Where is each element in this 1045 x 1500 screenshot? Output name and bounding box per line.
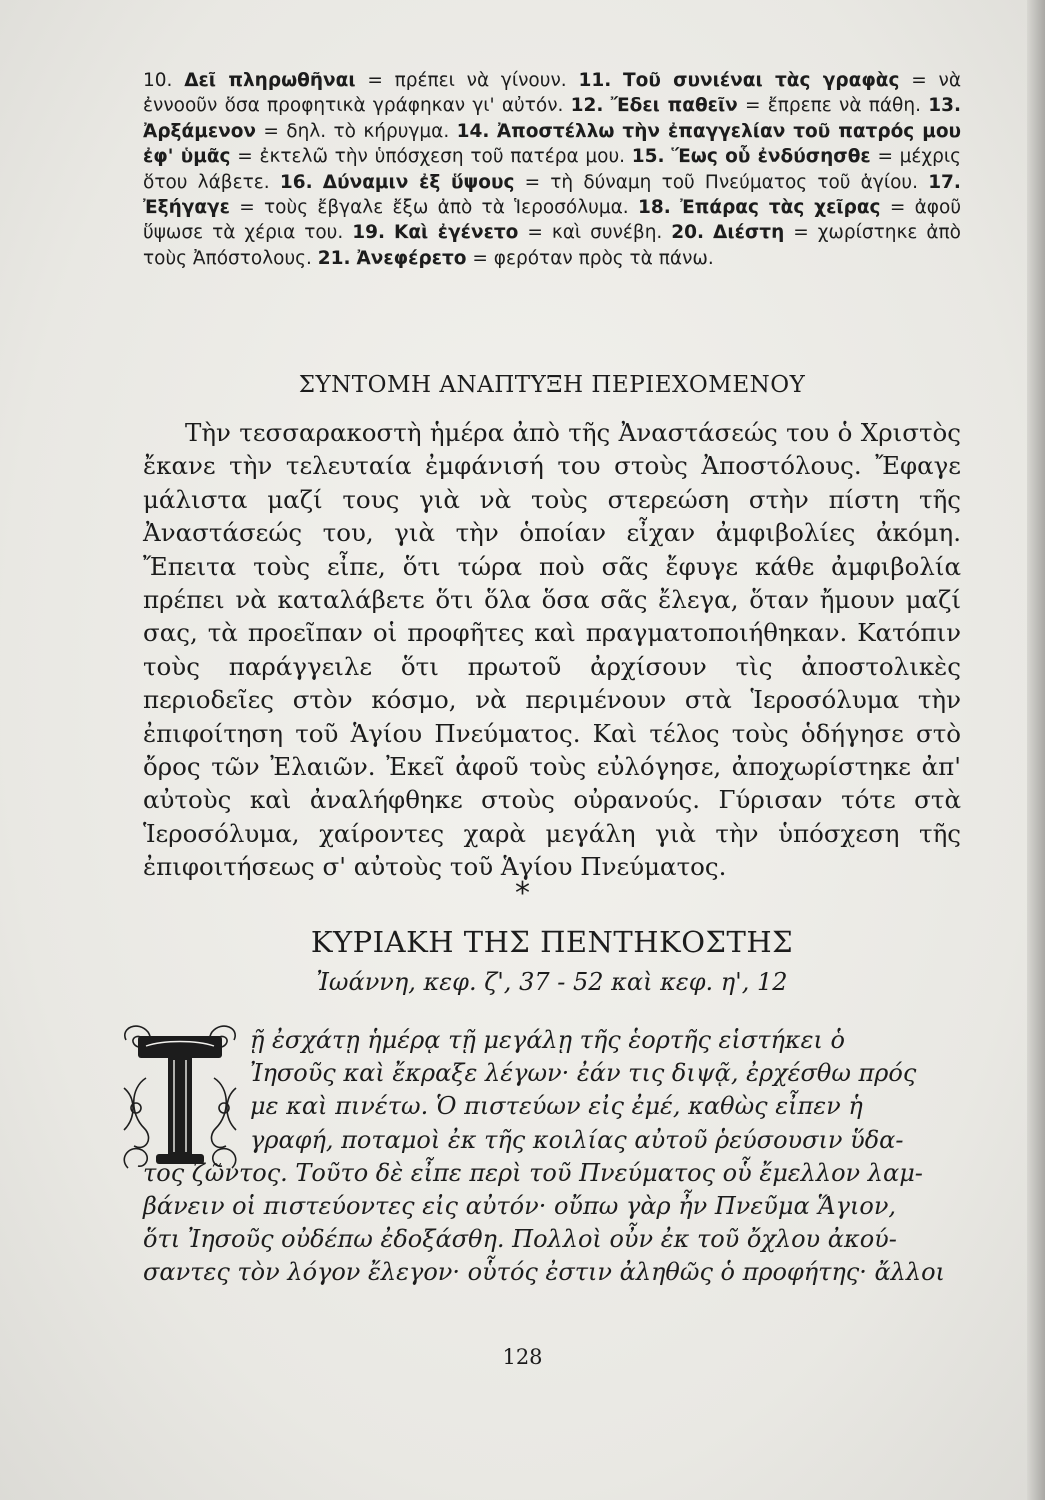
glossary-notes (143, 68, 961, 271)
summary-section (143, 416, 961, 884)
note-19-definition: = καὶ συνέβη. (527, 222, 663, 244)
note-21-term: Ἀνεφέρετο (356, 247, 467, 269)
note-19-number: 19. (352, 222, 386, 244)
gospel-line: ὅτι Ἰησοῦς οὐδέπω ἐδοξάσθη. Πολλοὶ οὖν ἐκ τοῦ ὄχλου ἀκού- (143, 1225, 897, 1254)
note-10-definition: = πρέπει νὰ γίνουν. (367, 70, 567, 91)
summary-paragraph: Τὴν τεσσαρακοστὴ ἡμέρα ἀπὸ τῆς Ἀναστάσεώς του ὁ Χριστὸς ἔκανε τὴν τελευταία ἐμφάνισή του στοὺς Ἀποστόλους. Ἔφαγε μάλιστα μαζί τους γιὰ νὰ τοὺς στερεώση στὴν πίστη τῆς Ἀναστάσεώς του, γιὰ τὴν ὁποίαν εἶχαν ἀμφιβολίες ἀκόμη. Ἔπειτα τοὺς εἶπε, ὅτι τώρα ποὺ σᾶς ἔφυγε κάθε ἀμφιβολία πρέπει νὰ καταλάβετε ὅτι ὅλα ὅσα σᾶς ἔλεγα, ὅταν ἤμουν μαζί σας, τὰ προεῖπαν οἱ προφῆτες καὶ πραγματοποιήθηκαν. Κατόπιν τοὺς παράγγειλε ὅτι πρωτοῦ ἀρχίσουν τὶς ἀποστολικὲς περιοδεῖες στὸν κόσμο, νὰ περιμένουν στὰ Ἱεροσόλυμα τὴν ἐπιφοίτηση τοῦ Ἁγίου Πνεύματος. Καὶ τέλος τοὺς ὁδήγησε στὸ ὄρος τῶν Ἐλαιῶν. Ἐκεῖ ἀφοῦ τοὺς εὐλόγησε, ἀποχωρίστηκε ἀπ' αὐτοὺς καὶ ἀναλήφθηκε στοὺς οὐρανούς. Γύρισαν τότε στὰ Ἱεροσόλυμα, χαίροντες χαρὰ μεγάλη γιὰ τὴν ὑπόσχεση τῆς ἐπιφοιτήσεως σ' αὐτοὺς τοῦ Ἁγίου Πνεύματος. (143, 418, 961, 882)
note-20-term: Διέστη (713, 222, 785, 244)
section-title: ΚΥΡΙΑΚΗ ΤΗΣ ΠΕΝΤΗΚΟΣΤΗΣ (310, 925, 794, 959)
note-13-definition: = δηλ. τὸ κήρυγμα. (263, 120, 450, 142)
gospel-line: γραφή, ποταμοὶ ἐκ τῆς κοιλίας αὐτοῦ ῥεύσουσιν ὕδα- (250, 1125, 904, 1154)
note-16-term: Δύναμιν ἐξ ὕψους (322, 171, 515, 193)
note-11-number: 11. (578, 70, 612, 91)
section-separator: * (515, 876, 530, 911)
page-number: 128 (502, 1345, 543, 1369)
gospel-line: βάνειν οἱ πιστεύοντες εἰς αὐτόν· οὔπω γὰρ ἦν Πνεῦμα Ἅγιον, (143, 1192, 897, 1221)
note-15-term: Ἕως οὗ ἐνδύσησθε (671, 146, 871, 168)
note-20-definition: = χωρίστηκε ἀπὸ τοὺς Ἀπόστολους. (143, 222, 961, 269)
note-12-number: 12. (570, 95, 604, 117)
gospel-line: σαντες τὸν λόγον ἔλεγον· οὗτός ἐστιν ἀληθῶς ὁ προφήτης· ἄλλοι (143, 1258, 945, 1287)
gospel-line: ῇ ἐσχάτῃ ἡμέρᾳ τῇ μεγάλῃ τῆς ἑορτῆς εἱστήκει ὁ (250, 1026, 845, 1054)
note-15-definition: = μέχρις ὅτου λάβετε. (143, 146, 961, 193)
note-14-number: 14. (456, 120, 490, 142)
note-17-definition: = τοὺς ἔβγαλε ἔξω ἀπὸ τὰ Ἱεροσόλυμα. (239, 197, 629, 219)
note-18-number: 18. (638, 197, 671, 219)
page-edge-shadow (1027, 0, 1045, 1500)
note-15-number: 15. (631, 146, 665, 168)
note-19-term: Καὶ ἐγένετο (394, 222, 519, 244)
note-10-term: Δεῖ πληρωθῆναι (184, 70, 356, 91)
note-14-definition: = ἐκτελῶ τὴν ὑπόσχεση τοῦ πατέρα μου. (237, 146, 626, 168)
note-16-number: 16. (279, 171, 313, 193)
note-20-number: 20. (671, 222, 705, 244)
note-12-term: Ἔδει παθεῖν (610, 95, 738, 117)
gospel-line: τος ζῶντος. Τοῦτο δὲ εἶπε περὶ τοῦ Πνεύματος οὗ ἔμελλον λαμ- (143, 1158, 923, 1187)
note-21-number: 21. (317, 247, 351, 269)
note-17-number: 17. (928, 171, 961, 193)
note-10-number: 10. (143, 70, 173, 91)
note-11-term: Τοῦ συνιέναι τὰς γραφὰς (623, 70, 900, 91)
gospel-line: Ἰησοῦς καὶ ἔκραξε λέγων· ἐάν τις διψᾷ, ἐρχέσθω πρός (250, 1059, 917, 1088)
note-21-definition: = φερόταν πρὸς τὰ πάνω. (472, 247, 714, 269)
note-13-term: Ἀρξάμενον (143, 120, 257, 142)
scripture-reference: Ἰωάννη, κεφ. ζ', 37 - 52 καὶ κεφ. η', 12 (316, 968, 788, 996)
note-18-definition: = ἀφοῦ ὕψωσε τὰ χέρια του. (143, 197, 962, 244)
note-13-number: 13. (928, 95, 962, 117)
note-17-term: Ἐξήγαγε (143, 197, 230, 219)
note-12-definition: = ἔπρεπε νὰ πάθη. (745, 95, 921, 117)
note-18-term: Ἐπάρας τὰς χεῖρας (680, 197, 881, 219)
summary-heading: ΣΥΝΤΟΜΗ ΑΝΑΠΤΥΞΗ ΠΕΡΙΕΧΟΜΕΝΟΥ (298, 372, 806, 398)
gospel-reading (143, 1024, 961, 1290)
gospel-line: με καὶ πινέτω. Ὁ πιστεύων εἰς ἐμέ, καθὼς εἶπεν ἡ (250, 1092, 863, 1121)
note-14-term: Ἀποστέλλω τὴν ἐπαγγελίαν τοῦ πατρός μου ἐφ' ὑμᾶς (143, 120, 962, 168)
note-16-definition: = τὴ δύναμη τοῦ Πνεύματος τοῦ ἁγίου. (524, 171, 918, 193)
note-11-definition: = νὰ ἐννοοῦν ὅσα προφητικὰ γράφηκαν γι' αὐτόν. (143, 70, 962, 117)
